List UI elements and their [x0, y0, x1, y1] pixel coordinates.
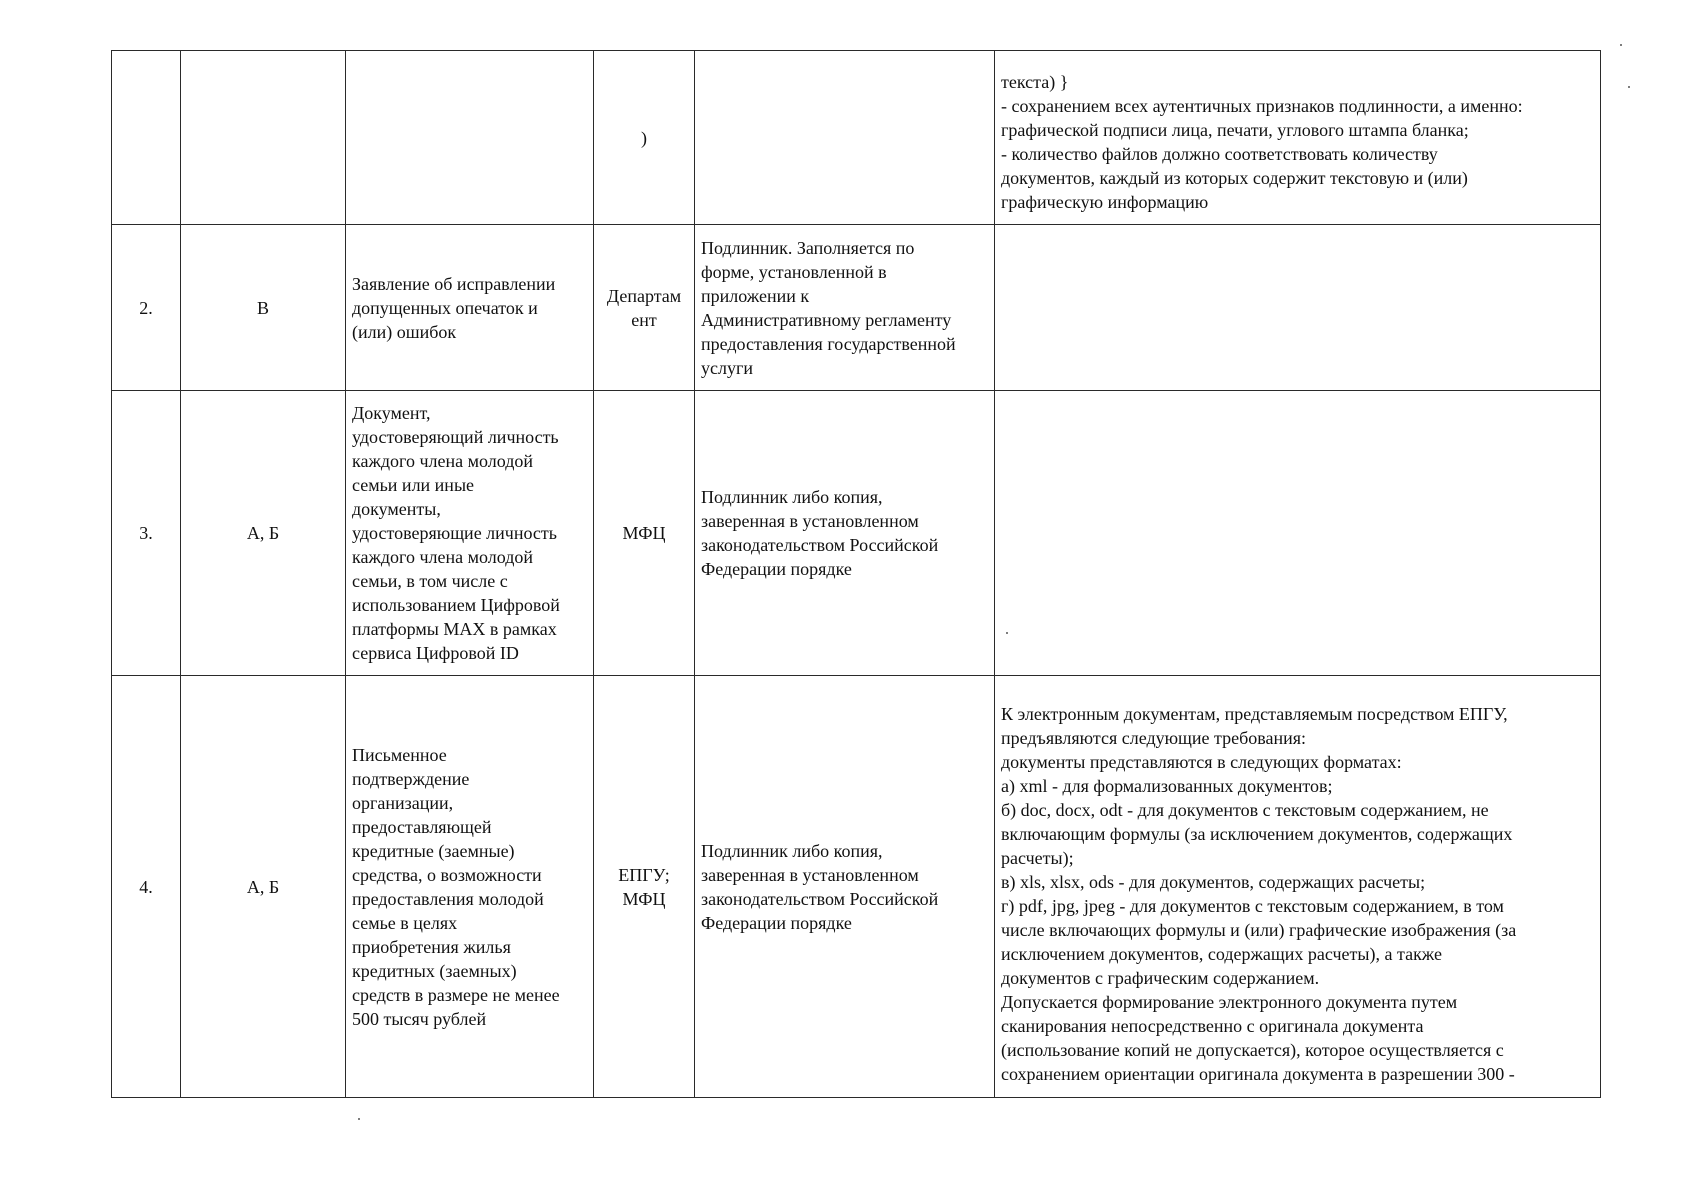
- document-form-line: Подлинник либо копия,: [701, 487, 883, 507]
- table-row: [112, 676, 1601, 1098]
- document-name-cell: [346, 391, 594, 676]
- row-number-text: 2.: [139, 297, 153, 318]
- row-number-cell: [112, 676, 181, 1098]
- document-form-line: предоставления государственной: [701, 333, 956, 354]
- document-form-line: законодательством Российской: [701, 535, 939, 555]
- document-name-line: предоставляющей: [352, 816, 492, 837]
- requirements-line: - количество файлов должно соответствовать количеству: [1001, 143, 1438, 164]
- document-form-line: Федерации порядке: [701, 559, 852, 579]
- row-number-text: 3.: [139, 523, 153, 543]
- document-name-cell: [346, 51, 594, 225]
- document-name-line: каждого члена молодой: [352, 547, 534, 567]
- document-name-line: средств в размере не менее: [352, 984, 560, 1005]
- requirements-line: сканирования непосредственно с оригинала документа: [1001, 1015, 1424, 1036]
- category-cell: [181, 51, 346, 225]
- document-form-line: Административному регламенту: [701, 309, 952, 330]
- table-row: [112, 391, 1601, 676]
- requirements-line: Допускается формирование электронного документа путем: [1001, 991, 1458, 1012]
- scan-speck: [1620, 44, 1622, 46]
- document-form-line: форме, установленной в: [701, 261, 887, 282]
- submission-place-cell: [594, 225, 695, 391]
- document-form-cell: [695, 51, 995, 225]
- document-name-line: удостоверяющий личность: [352, 427, 559, 447]
- scan-speck: [1006, 632, 1008, 634]
- document-name-line: семьи или иные: [352, 475, 475, 495]
- scan-speck: [1628, 86, 1630, 88]
- requirements-line: К электронным документам, представляемым посредством ЕПГУ,: [1001, 703, 1508, 724]
- document-name-cell: [346, 225, 594, 391]
- requirements-line: графической подписи лица, печати, углового штампа бланка;: [1001, 119, 1469, 140]
- table-body: [112, 51, 1601, 1098]
- document-form-line: Подлинник. Заполняется по: [701, 237, 915, 258]
- requirements-line: документов, каждый из которых содержит текстовую и (или): [1001, 167, 1468, 188]
- document-form-cell: [695, 676, 995, 1098]
- row-number-text: 4.: [139, 876, 153, 897]
- table-row: [112, 51, 1601, 225]
- document-name-line: сервиса Цифровой ID: [352, 643, 519, 663]
- document-name-line: Заявление об исправлении: [352, 273, 556, 294]
- requirements-line: исключением документов, содержащих расчеты), а также: [1001, 943, 1442, 964]
- row-number-cell: [112, 225, 181, 391]
- category-text: А, Б: [246, 876, 280, 897]
- document-form-line: заверенная в установленном: [701, 511, 919, 531]
- row-number-cell: [112, 391, 181, 676]
- submission-place-cell: [594, 391, 695, 676]
- category-cell: [181, 225, 346, 391]
- requirements-line: г) pdf, jpg, jpeg - для документов с текстовым содержанием, в том: [1001, 895, 1504, 916]
- requirements-line: текста) }: [1001, 71, 1069, 92]
- document-name-line: кредитные (заемные): [352, 840, 515, 861]
- document-form-line: Подлинник либо копия,: [701, 840, 883, 861]
- requirements-cell: [995, 391, 1601, 676]
- requirements-line: сохранением ориентации оригинала документа в разрешении 300 -: [1001, 1063, 1515, 1084]
- requirements-cell: [995, 676, 1601, 1098]
- document-name-line: (или) ошибок: [352, 321, 457, 342]
- requirements-line: предъявляются следующие требования:: [1001, 727, 1307, 748]
- document-name-line: предоставления молодой: [352, 888, 544, 909]
- document-name-line: организации,: [352, 792, 454, 813]
- requirements-line: включающим формулы (за исключением документов, содержащих: [1001, 823, 1513, 844]
- submission-place-line: МФЦ: [622, 888, 666, 909]
- document-name-line: семье в целях: [352, 912, 458, 933]
- submission-place-line: МФЦ: [622, 523, 666, 543]
- requirements-line: б) doc, docx, odt - для документов с текстовым содержанием, не: [1001, 799, 1489, 820]
- requirements-line: а) xml - для формализованных документов;: [1001, 775, 1333, 796]
- category-text: В: [256, 297, 269, 318]
- submission-place-line: Департам: [606, 285, 682, 306]
- document-name-line: Письменное: [352, 744, 447, 765]
- document-name-line: каждого члена молодой: [352, 451, 534, 471]
- requirements-cell: [995, 225, 1601, 391]
- document-name-line: кредитных (заемных): [352, 960, 517, 981]
- requirements-line: (использование копий не допускается), которое осуществляется с: [1001, 1039, 1504, 1060]
- requirements-line: в) xls, xlsx, ods - для документов, содержащих расчеты;: [1001, 871, 1426, 892]
- category-cell: [181, 391, 346, 676]
- document-form-line: заверенная в установленном: [701, 864, 919, 885]
- document-form-cell: [695, 391, 995, 676]
- document-form-line: приложении к: [701, 285, 810, 306]
- row-number-cell: [112, 51, 181, 225]
- document-form-line: услуги: [701, 357, 753, 378]
- requirements-line: расчеты);: [1001, 847, 1074, 868]
- submission-place-line: ент: [631, 309, 657, 330]
- document-name-line: средства, о возможности: [352, 864, 542, 885]
- submission-place-cell: [594, 51, 695, 225]
- documents-table: [111, 50, 1601, 1098]
- document-name-line: допущенных опечаток и: [352, 297, 538, 318]
- requirements-cell: [995, 51, 1601, 225]
- document-form-cell: [695, 225, 995, 391]
- document-name-cell: [346, 676, 594, 1098]
- requirements-line: - сохранением всех аутентичных признаков подлинности, а именно:: [1001, 95, 1523, 116]
- document-name-line: приобретения жилья: [352, 936, 511, 957]
- requirements-line: графическую информацию: [1001, 191, 1209, 212]
- submission-place-cell: [594, 676, 695, 1098]
- document-name-line: использованием Цифровой: [352, 595, 560, 615]
- document-name-line: документы,: [352, 499, 441, 519]
- submission-place-line: ЕПГУ;: [618, 864, 670, 885]
- category-text: А, Б: [246, 523, 280, 543]
- requirements-line: числе включающих формулы и (или) графические изображения (за: [1001, 919, 1517, 940]
- category-cell: [181, 676, 346, 1098]
- table-row: [112, 225, 1601, 391]
- document-form-line: Федерации порядке: [701, 912, 852, 933]
- document-name-line: платформы MAX в рамках: [352, 619, 557, 639]
- document-name-line: Документ,: [352, 403, 431, 423]
- scan-speck: [358, 1118, 360, 1120]
- document-name-line: 500 тысяч рублей: [352, 1008, 487, 1029]
- requirements-line: документов с графическим содержанием.: [1001, 967, 1320, 988]
- submission-place-line: ): [641, 127, 647, 148]
- document-name-line: подтверждение: [352, 768, 470, 789]
- document-form-line: законодательством Российской: [701, 888, 939, 909]
- requirements-line: документы представляются в следующих форматах:: [1001, 751, 1402, 772]
- document-name-line: семьи, в том числе с: [352, 571, 508, 591]
- document-name-line: удостоверяющие личность: [352, 523, 557, 543]
